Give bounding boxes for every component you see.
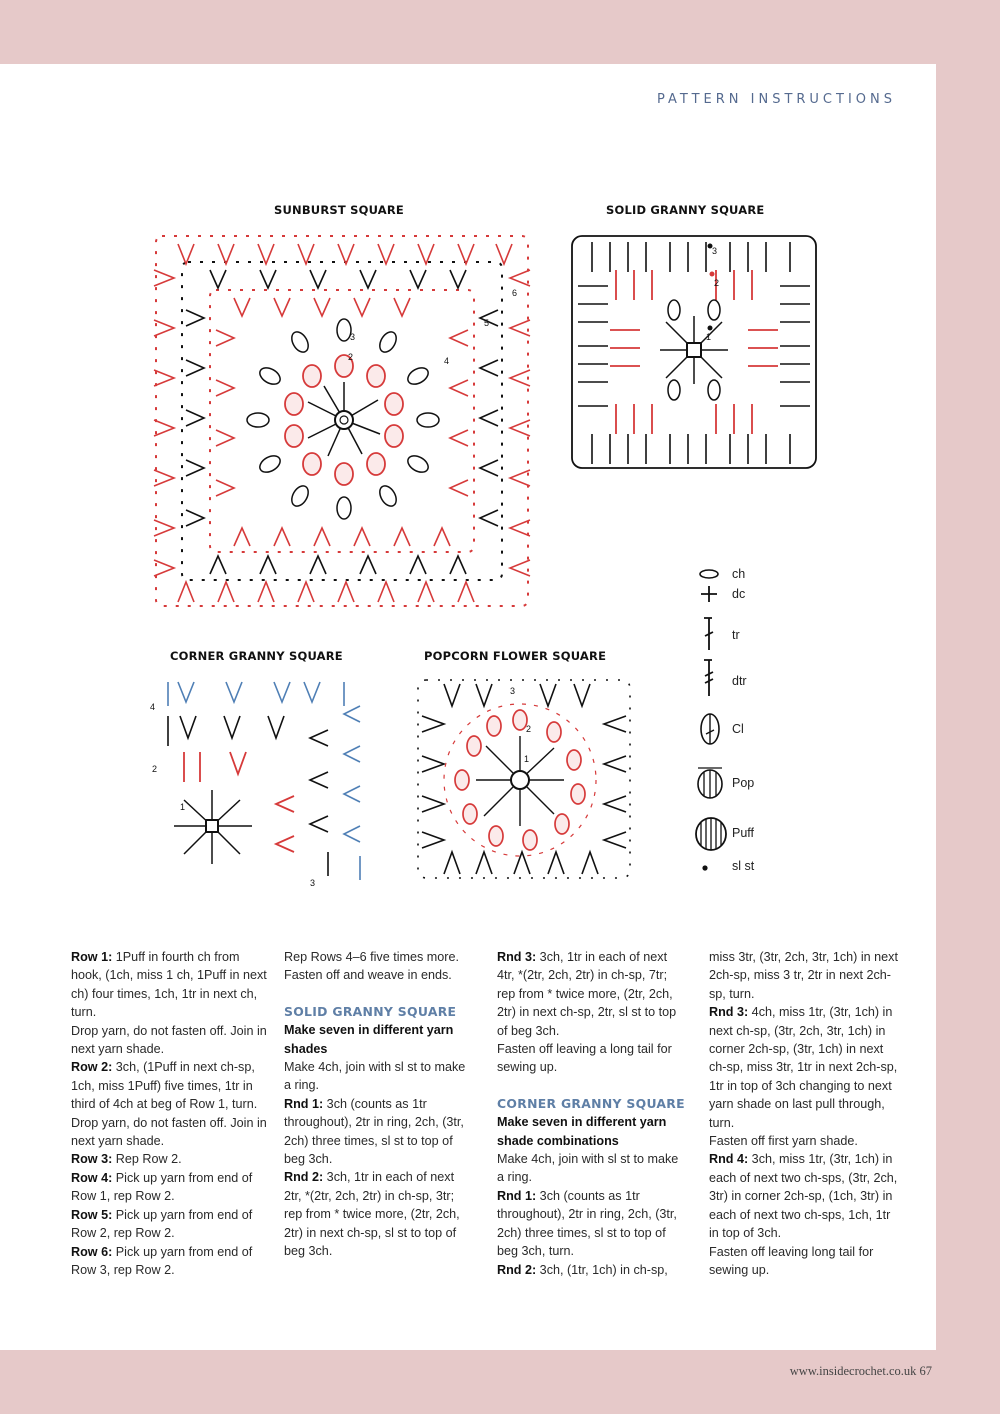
instruction-line: Fasten off first yarn shade. <box>709 1134 858 1149</box>
round-label: 6 <box>512 288 518 298</box>
instruction-line: Rnd 3: 3ch, 1tr in each of next 4tr, *(2tr, 2ch, 2tr) in ch-sp, 7tr; rep from * twice more, (2tr, 2ch, 2tr) in next ch-sp, 2tr, sl st to top of beg 3ch. <box>497 950 677 1038</box>
cluster-icon <box>694 712 728 746</box>
magazine-page <box>0 64 936 1350</box>
center-ring <box>687 343 701 357</box>
legend-item: Pop <box>694 764 814 794</box>
round-label: 4 <box>444 356 450 366</box>
section-heading: CORNER GRANNY SQUARE <box>497 1095 685 1111</box>
instruction-line: miss 3tr, (3tr, 2ch, 3tr, 1ch) in next 2ch-sp, miss 3 tr, 2tr in next 2ch-sp, turn. <box>709 950 898 1001</box>
round-4-blue <box>168 682 360 880</box>
instruction-line: Rnd 2: 3ch, (1tr, 1ch) in ch-sp, <box>497 1262 668 1277</box>
instruction-line: Fasten off leaving long tail for sewing up. <box>709 1244 874 1277</box>
instruction-line: Fasten off and weave in ends. <box>284 968 452 983</box>
sunburst-title: SUNBURST SQUARE <box>274 203 404 217</box>
round-label: 3 <box>510 686 516 696</box>
legend-item: ch <box>694 564 814 594</box>
instruction-line: Rnd 1: 3ch (counts as 1tr throughout), 2tr in ring, 2ch, (3tr, 2ch) three times, sl st to top of beg 3ch. <box>284 1096 464 1167</box>
solid-granny-chart <box>566 230 822 474</box>
popcorn-flower-chart <box>414 676 634 882</box>
instruction-line: Rnd 2: 3ch, 1tr in each of next 2tr, *(2tr, 2ch, 2tr) in ch-sp, 3tr; rep from * twice more, (2tr, 2ch, 2tr) in next ch-sp, sl st to top of beg 3ch. <box>284 1170 460 1259</box>
round-label: 1 <box>180 802 186 812</box>
legend-item: dtr <box>694 658 814 688</box>
instruction-line: Drop yarn, do not fasten off. Join in next yarn shade. <box>71 1115 267 1149</box>
page-number: 67 <box>919 1364 932 1378</box>
section-heading: SOLID GRANNY SQUARE <box>284 1003 457 1019</box>
instruction-line: Row 1: 1Puff in fourth ch from hook, (1ch, miss 1 ch, 1Puff in next ch) four times, 1ch, 1tr in next ch, turn. <box>71 950 267 1020</box>
legend-item: sl st <box>694 856 814 886</box>
instruction-line: Fasten off leaving a long tail for sewing up. <box>497 1042 672 1075</box>
corner-granny-chart <box>144 676 380 886</box>
instructions-column-4 <box>709 948 901 1279</box>
center-ring <box>335 411 353 429</box>
instructions-column-2 <box>284 948 472 1261</box>
instruction-line: Row 3: Rep Row 2. <box>71 1152 182 1167</box>
puff-icon <box>694 814 732 854</box>
double-crochet-plus-icon <box>694 584 724 604</box>
instruction-line: Row 4: Pick up yarn from end of Row 1, rep Row 2. <box>71 1170 253 1204</box>
round-label: 3 <box>310 878 316 886</box>
round-label: 5 <box>484 318 490 328</box>
stitch-legend <box>694 564 814 884</box>
legend-item: tr <box>694 614 814 644</box>
sunburst-chart <box>148 230 534 612</box>
round-label: 2 <box>152 764 158 774</box>
round-label: 3 <box>712 246 718 256</box>
section-subheading: Make seven in different yarn shade combinations <box>497 1115 667 1148</box>
round-label: 3 <box>350 332 356 342</box>
instruction-line: Rnd 1: 3ch (counts as 1tr throughout), 2tr in ring, 2ch, (3tr, 2ch) three times, sl st to top of beg 3ch, turn. <box>497 1188 677 1259</box>
round-label: 1 <box>706 332 712 342</box>
instruction-line: Row 2: 3ch, (1Puff in next ch-sp, 1ch, miss 1Puff) five times, 1tr in third of 4ch at beg of Row 1, turn. <box>71 1060 258 1112</box>
corner-granny-title: CORNER GRANNY SQUARE <box>170 649 343 663</box>
instruction-line: Row 5: Pick up yarn from end of Row 2, rep Row 2. <box>71 1207 253 1241</box>
round-label: 2 <box>348 352 354 362</box>
slip-stitch-dot-icon <box>694 856 724 876</box>
popcorn-flower-title: POPCORN FLOWER SQUARE <box>424 649 607 663</box>
popcorn-icon <box>694 764 728 802</box>
website-url[interactable]: www.insidecrochet.co.uk <box>789 1364 917 1378</box>
instructions-column-3 <box>497 948 687 1279</box>
round-3-black <box>168 716 328 876</box>
instruction-line: Make 4ch, join with sl st to make a ring. <box>284 1060 466 1093</box>
instruction-line: Make 4ch, join with sl st to make a ring. <box>497 1152 679 1185</box>
round-label: 1 <box>524 754 530 764</box>
double-treble-icon <box>694 658 724 698</box>
instruction-line: Rnd 4: 3ch, miss 1tr, (3tr, 1ch) in each of next two ch-sps, (3tr, 2ch, 3tr) in corner 2ch-sp, (1ch, 3tr) in each of next two ch-sps, 1ch, 1tr in top of 3ch. <box>709 1152 898 1241</box>
chain-oval-icon <box>694 564 724 584</box>
instructions-column-1 <box>71 948 267 1279</box>
round-label: 2 <box>526 724 532 734</box>
treble-crochet-icon <box>694 614 724 654</box>
round-label: 4 <box>150 702 156 712</box>
instruction-line: Rnd 3: 4ch, miss 1tr, (3tr, 1ch) in next ch-sp, (3tr, 2ch, 3tr, 1ch) in corner 2ch-sp, (3tr, 1ch) in next ch-sp, miss 3tr, 1tr in next 2ch-sp, 1tr in top of 3ch changing to next yarn shade on last pull through, turn. <box>709 1005 898 1130</box>
round-label: 2 <box>714 278 720 288</box>
page-footer <box>790 1364 932 1379</box>
instruction-line: Drop yarn, do not fasten off. Join in next yarn shade. <box>71 1023 267 1057</box>
solid-granny-title: SOLID GRANNY SQUARE <box>606 203 765 217</box>
legend-item: Cl <box>694 712 814 742</box>
legend-item: dc <box>694 584 814 614</box>
instruction-line: Rep Rows 4–6 five times more. <box>284 950 459 964</box>
section-subheading: Make seven in different yarn shades <box>284 1023 454 1056</box>
legend-item: Puff <box>694 814 814 844</box>
section-header: PATTERN INSTRUCTIONS <box>656 92 896 107</box>
instruction-line: Row 6: Pick up yarn from end of Row 3, rep Row 2. <box>71 1244 253 1277</box>
